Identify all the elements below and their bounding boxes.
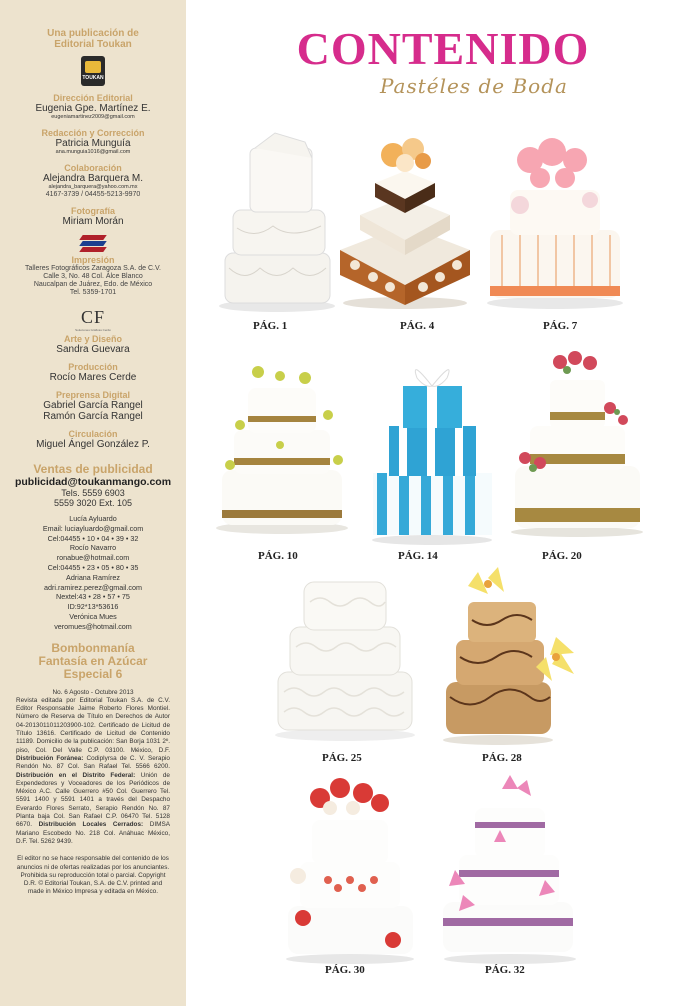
ventas-phone-2: 5559 3020 Ext. 105 <box>53 498 133 508</box>
contact-line: Lucía Ayluardo <box>69 514 117 523</box>
credit-heading: Colaboración <box>64 163 122 173</box>
cake-photo-9 <box>278 768 423 966</box>
credit-email: ana.munguia1016@gmail.com <box>55 149 131 155</box>
page-title: CONTENIDO <box>296 23 590 74</box>
toukan-logo-icon: TOUKAN <box>81 56 105 86</box>
contact-line: Verónica Mues <box>69 611 117 621</box>
credit-heading: Producción <box>68 362 118 372</box>
page-caption: PÁG. 30 <box>325 964 365 976</box>
credit-phones: 4167-3739 / 04455-5213-9970 <box>45 191 141 198</box>
page-caption: PÁG. 10 <box>258 550 298 562</box>
credit-name: Eugenia Gpe. Martínez E. <box>35 103 151 114</box>
cake-photo-3 <box>480 120 630 310</box>
page-caption: PÁG. 28 <box>482 752 522 764</box>
zaragoza-logo-icon <box>81 233 105 253</box>
contact-line: veromues@hotmail.com <box>54 621 132 631</box>
credit-name: Rocío Mares Cerde <box>49 372 137 383</box>
credits-arte <box>0 334 186 355</box>
credit-heading: Circulación <box>68 429 118 439</box>
credits-redaccion <box>0 128 186 156</box>
disclaimer-text: El editor no se hace responsable del contenido de los anuncios ni de ofertas realizadas por los anunciantes. Prohibida su reproducción total o parcial. Copyright D.R. © Editorial Toukan, S.A. de C.V. printed and made in México Impresa y editada en México. <box>16 855 170 896</box>
contact-line: Rocío Navarro <box>69 543 117 553</box>
magazine-name: Bombonmanía Fantasía en Azúcar Especial 6 <box>38 640 148 681</box>
publisher-line-1: Una publicación de <box>47 28 139 39</box>
contact-line: ID:92*13*53616 <box>67 602 119 612</box>
credit-line: Naucalpan de Juárez, Edo. de México <box>33 281 153 288</box>
contact-line: adri.ramirez.perez@gmail.com <box>44 582 142 592</box>
credit-heading: Redacción y Corrección <box>41 128 145 138</box>
legal-text: No. 6 Agosto - Octubre 2013 Revista editada por Editorial Toukan S.A. de C.V. Editor Responsable Jaime Roberto Flores Montiel. Número de Reserva de Título en Derechos de Autor 04-2013011011203900-102. Certificado de Licitud de Título 13616. Certificado de Licitud de Contenido 11189. Domicilio de la publicación: San Borja 1031 2º. piso, Col. Del Valle C.P. 03100. México, D.F. Distribución Foránea: Codiplyrsa de C. V. Serapio Rendón No. 87 Col. San Rafael Tel. 5566 6200. Distribución en el Distrito Federal: Unión de Expendedores y Voceadores de los Periódicos de México A.C. Calle Guerrero #50 Col. Guerrero Tel. 5591 1400 y 5591 1401 a través del Despacho Everardo Flores Serrato, Serapio Rendón No. 87 Planta baja Col. San Rafael C.P. 06470 Tel. 5128 6670. Distribución Locales Cerrados: DIMSA Mariano Escobedo No. 218 Col. Anáhuac México, D.F. Tel. 5262 9439. <box>16 688 170 845</box>
credits-impresion <box>0 255 186 297</box>
credit-line: Calle 3, No. 48 Col. Álce Blanco <box>43 273 143 280</box>
credit-line: Talleres Fotográficos Zaragoza S.A. de C.V. <box>25 265 161 272</box>
contact-line: Email: luciayluardo@gmail.com <box>42 523 144 533</box>
cf-logo-subtitle: Soluciones Gráficas Cerdé <box>75 328 111 332</box>
credit-name: Gabriel García Rangel <box>43 400 143 411</box>
credit-name: Patricia Munguía <box>55 138 131 149</box>
page-subtitle: Pastéles de Boda <box>380 74 568 98</box>
sales-contacts <box>0 514 186 632</box>
credit-heading: Fotografía <box>71 206 115 216</box>
cake-photo-6 <box>505 348 650 538</box>
credit-heading: Preprensa Digital <box>55 390 131 400</box>
page-caption: PÁG. 7 <box>543 320 578 332</box>
contact-line: Cel:04455 • 23 • 05 • 80 • 35 <box>47 562 139 572</box>
page-caption: PÁG. 4 <box>400 320 435 332</box>
credit-name: Ramón García Rangel <box>43 411 143 422</box>
cake-photo-7 <box>270 577 420 742</box>
credits-direccion <box>0 93 186 121</box>
publisher-line-2: Editorial Toukan <box>54 39 132 50</box>
ventas-phone: Tels. 5559 6903 <box>61 488 125 498</box>
credit-name: Miguel Ángel González P. <box>36 439 150 450</box>
credits-colaboracion <box>0 163 186 199</box>
cake-photo-1 <box>215 128 340 313</box>
credits-sidebar <box>0 0 186 1006</box>
credit-email: alejandra_barquera@yahoo.com.mx <box>48 184 138 190</box>
credit-email: eugeniamartinez2009@gmail.com <box>51 114 135 120</box>
cake-photo-8 <box>438 562 583 747</box>
credit-heading: Dirección Editorial <box>53 93 133 103</box>
page-caption: PÁG. 25 <box>322 752 362 764</box>
page-caption: PÁG. 20 <box>542 550 582 562</box>
cake-photo-10 <box>435 770 585 965</box>
credit-name: Miriam Morán <box>62 216 124 227</box>
contact-line: Nextel:43 • 28 • 57 • 75 <box>56 592 130 602</box>
ventas-email: publicidad@toukanmango.com <box>14 476 172 488</box>
cf-logo-icon: CF <box>80 307 106 327</box>
contact-line: ronabue@hotmail.com <box>56 553 130 563</box>
cake-photo-4 <box>210 360 355 535</box>
credit-heading: Arte y Diseño <box>63 334 123 344</box>
credit-name: Sandra Guevara <box>56 344 130 355</box>
credits-produccion <box>0 362 186 383</box>
cake-photo-5 <box>365 348 500 546</box>
ventas-heading: Ventas de publicidad <box>33 462 153 476</box>
credit-heading: Impresión <box>71 255 115 265</box>
credits-fotografia <box>0 206 186 227</box>
credits-circulacion <box>0 429 186 450</box>
page-caption: PÁG. 32 <box>485 964 525 976</box>
contact-line: Adriana Ramírez <box>66 572 120 582</box>
page-caption: PÁG. 14 <box>398 550 438 562</box>
credit-line: Tel. 5359-1701 <box>69 289 117 296</box>
page-caption: PÁG. 1 <box>253 320 288 332</box>
credit-name: Alejandra Barquera M. <box>42 173 144 184</box>
credits-preprensa <box>0 390 186 422</box>
cake-photo-2 <box>335 125 475 310</box>
contact-line: Cel:04455 • 10 • 04 • 39 • 32 <box>47 533 139 543</box>
